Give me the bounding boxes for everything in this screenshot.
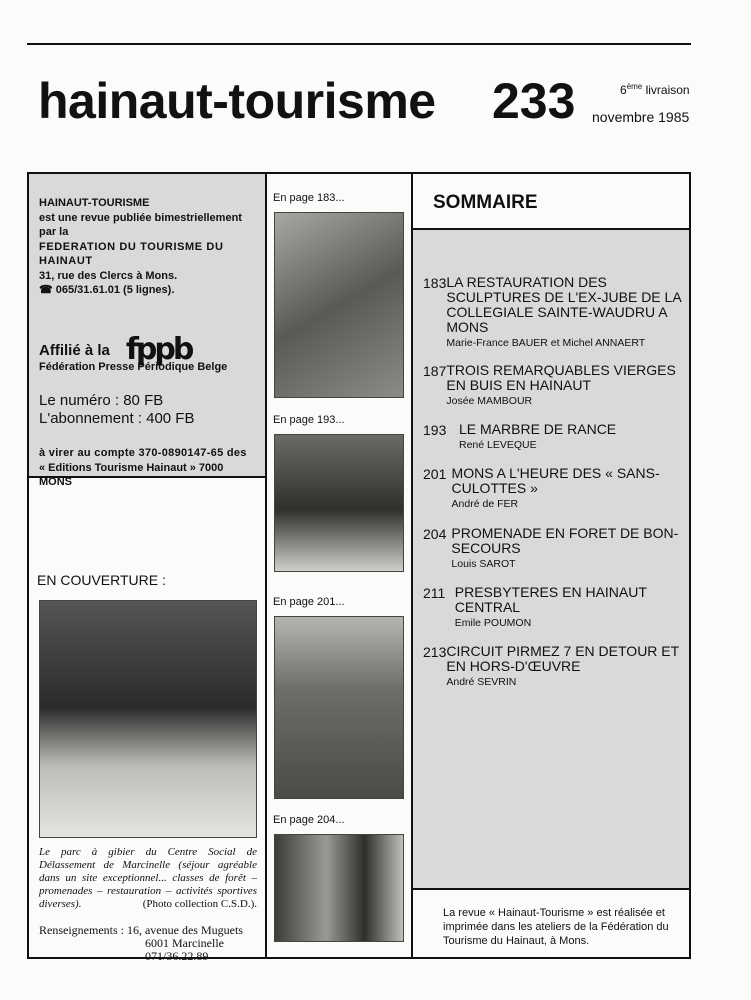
sommaire-list bbox=[411, 228, 691, 890]
entry-page: 183 bbox=[423, 275, 447, 291]
entry-page: 204 bbox=[423, 526, 447, 542]
delivery: 6ème livraison bbox=[620, 82, 690, 97]
photo-credit: (Photo collection C.S.D.). bbox=[142, 898, 257, 910]
page-label: En page 193... bbox=[273, 414, 345, 426]
entry-title: TROIS REMARQUABLES VIERGES EN BUIS EN HAINAUT bbox=[446, 362, 676, 393]
entry-author: André de FER bbox=[451, 498, 519, 510]
entry-title: CIRCUIT PIRMEZ 7 EN DETOUR ET EN HORS-D'ŒUVRE bbox=[446, 643, 679, 674]
top-rule bbox=[27, 43, 691, 45]
sommaire-entry bbox=[423, 422, 685, 453]
entry-title: MONS A L'HEURE DES « SANS-CULOTTES » bbox=[451, 465, 660, 496]
entry-author: André SEVRIN bbox=[446, 676, 517, 688]
entry-page: 193 bbox=[423, 422, 447, 438]
sommaire-entry bbox=[423, 526, 685, 572]
page-label: En page 183... bbox=[273, 192, 345, 204]
sommaire-entry bbox=[423, 275, 685, 351]
photo-workshop bbox=[274, 434, 404, 572]
photo-forest bbox=[274, 834, 404, 942]
entry-title: PRESBYTERES EN HAINAUT CENTRAL bbox=[454, 584, 647, 615]
sommaire-entry bbox=[423, 466, 685, 512]
info-line: FEDERATION DU TOURISME DU HAINAUT bbox=[39, 240, 224, 267]
photo-sculpture bbox=[274, 212, 404, 398]
photo-crowd bbox=[274, 616, 404, 799]
account-holder: « Editions Tourisme Hainaut » 7000 MONS bbox=[39, 461, 224, 488]
info-line: est une revue publiée bimestriellement par la bbox=[39, 211, 242, 238]
entry-title: LE MARBRE DE RANCE bbox=[459, 421, 617, 437]
entry-author: Marie-France BAUER et Michel ANNAERT bbox=[446, 337, 646, 349]
page-label: En page 201... bbox=[273, 596, 345, 608]
cover-caption: Le parc à gibier du Centre Social de Délassement de Marcinelle (séjour agréable dans un site exceptionnel... classes de forêt – promenades – restauration – activités sportives diverses). bbox=[39, 846, 257, 910]
cover-heading: EN COUVERTURE : bbox=[37, 572, 166, 588]
sommaire-entry bbox=[423, 644, 685, 690]
issue-number: 233 bbox=[492, 73, 576, 129]
publisher-info bbox=[27, 172, 267, 488]
cover-photo-deer bbox=[39, 600, 257, 838]
cover-section bbox=[27, 476, 267, 963]
entry-author: Emile POUMON bbox=[454, 617, 532, 629]
fppb-logo: fppb bbox=[125, 331, 192, 367]
page-label: En page 204... bbox=[273, 814, 345, 826]
entry-author: René LEVEQUE bbox=[459, 439, 537, 451]
entry-page: 201 bbox=[423, 466, 447, 482]
info-line: 31, rue des Clercs à Mons. bbox=[39, 269, 178, 282]
entry-title: LA RESTAURATION DES SCULPTURES DE L'EX-JUBE DE LA COLLEGIALE SAINTE-WAUDRU A MONS bbox=[446, 274, 681, 335]
entry-author: Louis SAROT bbox=[451, 558, 516, 570]
account: à virer au compte 370-0890147-65 des bbox=[39, 447, 247, 459]
price-issue: Le numéro : 80 FB bbox=[39, 392, 164, 409]
sommaire-entry bbox=[423, 585, 685, 631]
featured-pages bbox=[265, 172, 413, 959]
entry-page: 187 bbox=[423, 363, 447, 379]
federation: Fédération Presse Périodique Belge bbox=[39, 360, 228, 373]
magazine-title: hainaut-tourisme bbox=[38, 73, 436, 129]
issue-date: novembre 1985 bbox=[592, 109, 690, 125]
entry-title: PROMENADE EN FORET DE BON-SECOURS bbox=[451, 525, 679, 556]
entry-author: Josée MAMBOUR bbox=[446, 395, 533, 407]
contact: Renseignements : 16, avenue des Muguets 6001 Marcinelle 071/36.22.89 bbox=[39, 923, 243, 963]
affiliation: Affilié à la fppb bbox=[39, 331, 192, 367]
sommaire-title: SOMMAIRE bbox=[411, 172, 691, 230]
sommaire-entry bbox=[423, 363, 685, 409]
price-subscription: L'abonnement : 400 FB bbox=[39, 410, 195, 427]
entry-page: 213 bbox=[423, 644, 447, 660]
publisher-name: HAINAUT-TOURISME bbox=[39, 197, 150, 209]
sommaire-footer: La revue « Hainaut-Tourisme » est réalisée et imprimée dans les ateliers de la Fédération du Tourisme du Hainaut, à Mons. bbox=[411, 888, 691, 959]
phone: ☎ 065/31.61.01 (5 lignes). bbox=[39, 284, 175, 296]
entry-page: 211 bbox=[423, 585, 446, 601]
